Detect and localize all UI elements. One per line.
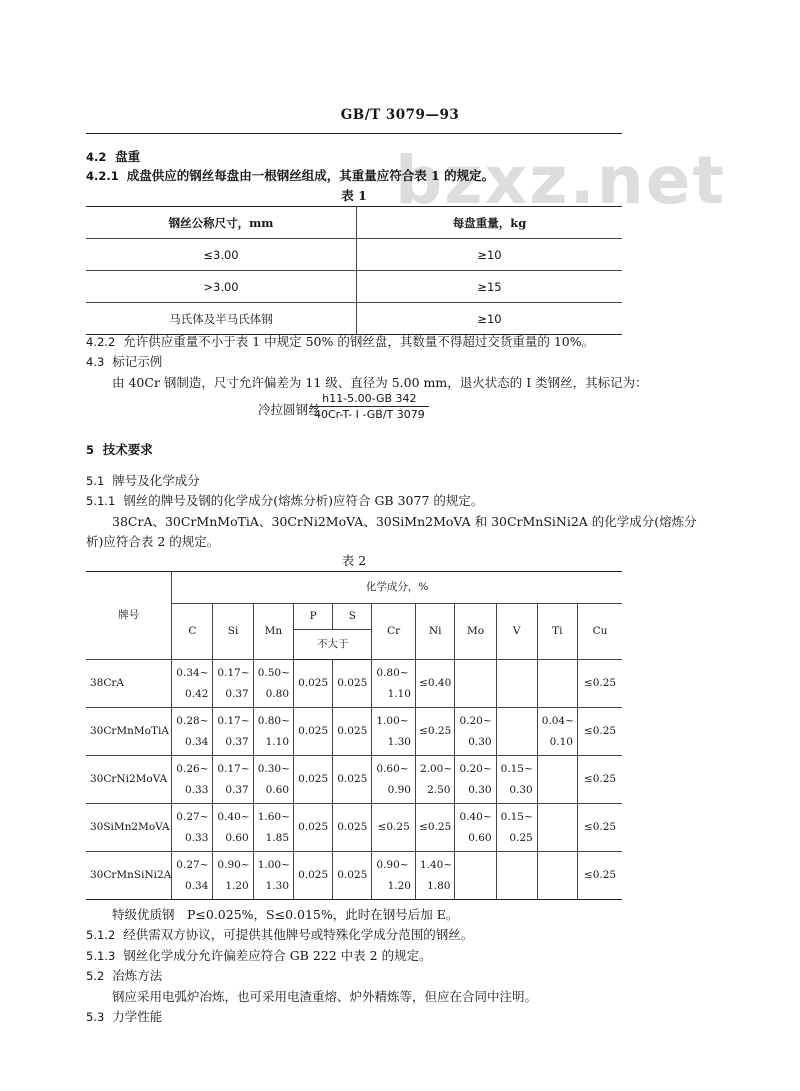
range-high: 0.37 [225, 735, 249, 748]
composition-cell [213, 660, 253, 708]
grade-cell: 30CrMnMoTiA [86, 708, 172, 756]
range-low: 0.27~ [176, 810, 209, 823]
composition-cell: ≤0.25 [578, 804, 623, 852]
table-row [86, 660, 622, 708]
marking-label: 冷拉圆钢丝 [258, 402, 321, 417]
section-number: 5.1 [86, 474, 105, 488]
ps-note: 不大于 [294, 630, 372, 660]
range-high: 1.20 [225, 879, 249, 892]
header-cell: 钢丝公称尺寸，mm [86, 207, 357, 239]
grade-cell: 30CrMnSiNi2A [86, 852, 172, 900]
range-high: 1.10 [387, 687, 411, 700]
element-header: P [294, 604, 333, 630]
element-header: Cr [372, 604, 416, 660]
composition-cell [415, 852, 454, 900]
range-high: 0.60 [265, 783, 290, 796]
range-high: 0.42 [185, 687, 209, 700]
composition-cell [496, 708, 537, 756]
paragraph-text: 经供需双方协议，可提供其他牌号或特殊化学成分范围的钢丝。 [123, 927, 474, 942]
composition-cell [253, 852, 293, 900]
header-rule [86, 133, 622, 134]
table-2-body [86, 660, 622, 900]
composition-cell: ≤0.40 [415, 660, 454, 708]
table-row [86, 708, 622, 756]
composition-cell: 0.025 [294, 852, 333, 900]
section-number: 4.3 [86, 355, 105, 369]
section-4-3-heading [86, 352, 162, 370]
table-1 [86, 206, 622, 335]
composition-cell: ≤0.25 [578, 660, 623, 708]
composition-cell [372, 852, 416, 900]
section-number: 5 [86, 443, 95, 457]
marking-denominator: 40Cr-T- Ⅰ -GB/T 3079 [314, 408, 425, 421]
range-low: 1.00~ [257, 858, 290, 871]
document-code: GB/T 3079—93 [340, 107, 460, 123]
range-high: 0.33 [185, 831, 209, 844]
section-title: 牌号及化学成分 [112, 473, 200, 488]
grade-cell: 30SiMn2MoVA [86, 804, 172, 852]
composition-cell [372, 708, 416, 756]
range-low: 0.50~ [257, 666, 290, 679]
range-low: 0.20~ [459, 714, 492, 727]
composition-cell: ≤0.25 [415, 708, 454, 756]
composition-cell [537, 804, 577, 852]
range-high: 0.60 [225, 831, 249, 844]
composition-cell [372, 660, 416, 708]
paragraph-text: 成盘供应的钢丝每盘由一根钢丝组成，其重量应符合表 1 的规定。 [126, 168, 495, 183]
range-high: 0.33 [185, 783, 209, 796]
composition-cell [172, 756, 213, 804]
range-high: 2.50 [427, 783, 451, 796]
range-low: 2.00~ [419, 762, 453, 775]
range-high: 1.80 [427, 879, 451, 892]
table-cell: 马氏体及半马氏体钢 [86, 303, 357, 335]
range-low: 0.90~ [376, 858, 409, 871]
composition-cell: 0.025 [333, 852, 372, 900]
table-row [86, 239, 622, 271]
composition-cell [537, 756, 577, 804]
element-header: V [496, 604, 537, 660]
table-row [86, 303, 622, 335]
composition-cell: ≤0.25 [415, 804, 454, 852]
range-high: 0.80 [265, 687, 290, 700]
table-cell: ≤3.00 [86, 239, 357, 271]
paragraph-text: 钢丝化学成分允许偏差应符合 GB 222 中表 2 的规定。 [123, 948, 432, 963]
premium-note: 特级优质钢 P≤0.025%，S≤0.015%，此时在钢号后加 E。 [112, 907, 459, 922]
element-header: Ni [415, 604, 454, 660]
composition-cell [213, 708, 253, 756]
range-high: 0.37 [225, 687, 249, 700]
section-5-1-heading [86, 471, 200, 489]
composition-cell [455, 756, 496, 804]
section-5-1-1 [86, 491, 483, 509]
section-title: 标记示例 [112, 354, 163, 369]
range-low: 0.80~ [257, 714, 290, 727]
range-low: 0.28~ [176, 714, 209, 727]
composition-cell: 0.025 [333, 708, 372, 756]
range-low: 0.80~ [376, 666, 409, 679]
section-5-3-heading [86, 1007, 162, 1025]
element-header: C [172, 604, 213, 660]
composition-cell [537, 660, 577, 708]
composition-cell [537, 852, 577, 900]
composition-cell [253, 660, 293, 708]
range-high: 0.25 [509, 831, 533, 844]
marking-numerator: h11-5.00-GB 342 [310, 392, 429, 407]
composition-cell [455, 708, 496, 756]
range-high: 0.34 [185, 735, 209, 748]
range-low: 1.60~ [257, 810, 290, 823]
range-high: 0.30 [468, 783, 492, 796]
composition-cell [172, 804, 213, 852]
element-header: Ti [537, 604, 577, 660]
section-4-2-2 [86, 332, 594, 350]
range-low: 0.90~ [217, 858, 250, 871]
section-number: 5.1.3 [86, 949, 116, 963]
composition-cell [455, 804, 496, 852]
section-number: 5.1.1 [86, 494, 116, 508]
marking-fraction [310, 392, 429, 421]
range-high: 1.30 [265, 879, 290, 892]
composition-cell [172, 852, 213, 900]
range-low: 0.20~ [459, 762, 492, 775]
range-low: 0.17~ [217, 762, 250, 775]
table-row [86, 852, 622, 900]
section-5-2-heading [86, 966, 162, 984]
element-header: S [333, 604, 372, 630]
range-high: 0.37 [225, 783, 249, 796]
range-high: 0.30 [509, 783, 533, 796]
range-low: 0.60~ [376, 762, 409, 775]
table-cell: >3.00 [86, 271, 357, 303]
table-1-caption: 表 1 [341, 188, 367, 203]
composition-cell [496, 756, 537, 804]
section-number: 4.2.1 [86, 169, 119, 183]
table-row [86, 271, 622, 303]
section-4-2-1 [86, 166, 494, 184]
composition-cell: 0.025 [294, 804, 333, 852]
range-high: 0.90 [387, 783, 411, 796]
range-low: 0.15~ [500, 762, 533, 775]
paragraph-text: 钢丝的牌号及钢的化学成分(熔炼分析)应符合 GB 3077 的规定。 [123, 493, 484, 508]
composition-cell [537, 708, 577, 756]
grade-cell: 30CrNi2MoVA [86, 756, 172, 804]
section-5-1-2 [86, 925, 473, 943]
section-title: 冶炼方法 [112, 968, 163, 983]
composition-cell [372, 756, 416, 804]
range-low: 1.00~ [376, 714, 409, 727]
composition-cell [253, 708, 293, 756]
marking-intro: 由 40Cr 钢制造，尺寸允许偏差为 11 级、直径为 5.00 mm，退火状态的 Ⅰ 类钢丝，其标记为： [112, 375, 648, 390]
paragraph-text: 允许供应重量不小于表 1 中规定 50% 的钢丝盘，其数量不得超过交货重量的 10%。 [123, 334, 595, 349]
table-cell: ≥10 [357, 303, 623, 335]
composition-cell [496, 852, 537, 900]
range-low: 0.27~ [176, 858, 209, 871]
range-low: 0.17~ [217, 666, 250, 679]
header-cell: 每盘重量，kg [357, 207, 623, 239]
range-low: 0.15~ [500, 810, 533, 823]
section-number: 5.3 [86, 1010, 105, 1024]
composition-cell: 0.025 [333, 660, 372, 708]
element-header: Cu [578, 604, 623, 660]
composition-cell: 0.025 [294, 708, 333, 756]
section-title: 技术要求 [102, 442, 153, 457]
table-header-row [86, 572, 622, 604]
composition-cell [253, 756, 293, 804]
section-5-heading [86, 440, 153, 458]
table-cell: ≥15 [357, 271, 623, 303]
composition-cell [172, 660, 213, 708]
section-number: 4.2 [86, 150, 107, 164]
composition-cell: 0.025 [333, 756, 372, 804]
table-row [86, 804, 622, 852]
range-low: 0.40~ [217, 810, 250, 823]
paragraph-line: 38CrA、30CrMnMoTiA、30CrNi2MoVA、30SiMn2MoVA 和 30CrMnSiNi2A 的化学成分(熔炼分 [112, 514, 697, 529]
section-number: 5.1.2 [86, 928, 116, 942]
grade-header: 牌号 [86, 572, 172, 660]
composition-cell [496, 660, 537, 708]
watermark: bzxz.net [395, 142, 727, 219]
range-high: 1.20 [387, 879, 411, 892]
composition-cell [172, 708, 213, 756]
range-low: 0.30~ [257, 762, 290, 775]
composition-cell: ≤0.25 [578, 708, 623, 756]
composition-cell [213, 804, 253, 852]
range-high: 0.34 [185, 879, 209, 892]
range-high: 0.10 [549, 735, 573, 748]
smelting-text: 钢应采用电弧炉冶炼，也可采用电渣重熔、炉外精炼等，但应在合同中注明。 [112, 989, 538, 1004]
range-low: 1.40~ [419, 858, 453, 871]
composition-cell [253, 804, 293, 852]
composition-cell [213, 756, 253, 804]
range-low: 0.04~ [541, 714, 574, 727]
range-low: 0.40~ [459, 810, 492, 823]
composition-header: 化学成分，% [172, 572, 622, 604]
composition-cell [455, 852, 496, 900]
composition-cell: 0.025 [294, 756, 333, 804]
table-2-caption: 表 2 [341, 553, 367, 568]
grade-cell: 38CrA [86, 660, 172, 708]
table-row [86, 756, 622, 804]
range-high: 1.30 [387, 735, 411, 748]
composition-cell [213, 852, 253, 900]
section-4-2-heading [86, 147, 140, 165]
range-high: 1.10 [265, 735, 290, 748]
composition-cell: 0.025 [294, 660, 333, 708]
table-2 [86, 571, 622, 900]
composition-cell: 0.025 [333, 804, 372, 852]
section-5-1-3 [86, 946, 432, 964]
range-high: 1.85 [265, 831, 290, 844]
composition-cell [496, 804, 537, 852]
composition-cell: ≤0.25 [578, 756, 623, 804]
table-cell: ≥10 [357, 239, 623, 271]
composition-cell [415, 756, 454, 804]
range-high: 0.60 [468, 831, 492, 844]
section-number: 5.2 [86, 969, 105, 983]
range-low: 0.34~ [176, 666, 209, 679]
range-high: 0.30 [468, 735, 492, 748]
element-header: Mn [253, 604, 293, 660]
element-header: Si [213, 604, 253, 660]
composition-cell [455, 660, 496, 708]
element-header: Mo [455, 604, 496, 660]
section-title: 盘重 [115, 149, 141, 164]
composition-cell: ≤0.25 [372, 804, 416, 852]
section-title: 力学性能 [112, 1009, 163, 1024]
table-header-row [86, 207, 622, 239]
paragraph-line: 析)应符合表 2 的规定。 [86, 534, 220, 549]
range-low: 0.17~ [217, 714, 250, 727]
range-low: 0.26~ [176, 762, 209, 775]
section-number: 4.2.2 [86, 335, 116, 349]
composition-cell: ≤0.25 [578, 852, 623, 900]
